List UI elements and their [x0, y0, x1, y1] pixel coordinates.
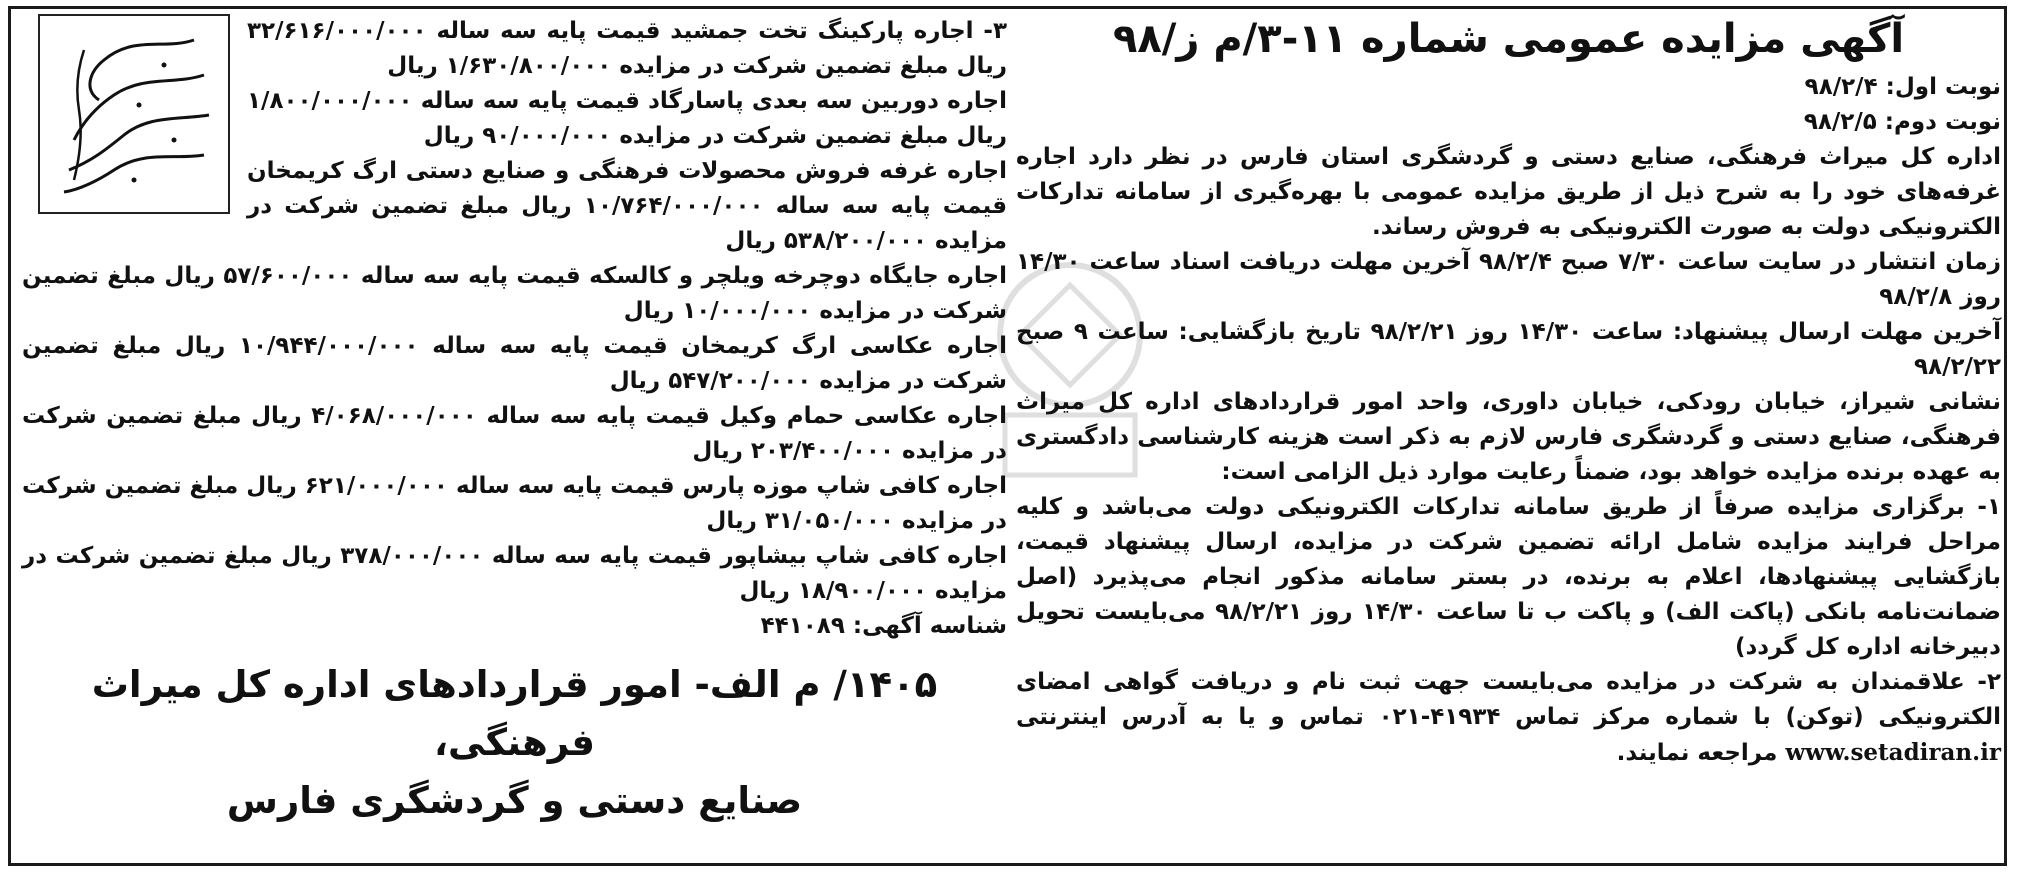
calligraphy-logo-icon — [44, 20, 224, 208]
rule-2-paragraph — [1016, 665, 2001, 771]
deadline-paragraph: آخرین مهلت ارسال پیشنهاد: ساعت ۱۴/۳۰ روز ۹۸/۲/۲۱ تاریخ بازگشایی: ساعت ۹ صبح ۹۸/۲/۲۲ — [1016, 319, 2001, 380]
first-round-date: نوبت اول: ۹۸/۲/۴ — [1804, 74, 2001, 100]
item-4: اجاره جایگاه دوچرخه ویلچر و کالسکه قیمت پایه سه ساله ۵۷/۶۰۰/۰۰۰ ریال مبلغ تضمین شرکت در مزایده ۱۰/۰۰۰/۰۰۰ ریال — [22, 263, 1007, 324]
publish-time-paragraph: زمان انتشار در سایت ساعت ۷/۳۰ صبح ۹۸/۲/۴ آخرین مهلت دریافت اسناد ساعت ۱۴/۳۰ روز ۹۸/۲/۸ — [1016, 249, 2001, 310]
footer-signature — [22, 656, 1007, 830]
item-6: اجاره عکاسی حمام وکیل قیمت پایه سه ساله ۴/۰۶۸/۰۰۰/۰۰۰ ریال مبلغ تضمین شرکت در مزایده ۲۰۳/۴۰۰/۰۰۰ ریال — [22, 403, 1008, 464]
rule-2-text: ۲- علاقمندان به شرکت در مزایده می‌بایست جهت ثبت نام و دریافت گواهی امضای الکترونیکی (توکن) با شماره مرکز تماس ۴۱۹۳۴-۰۲۱ تماس و یا به آدرس اینترنتی — [1016, 669, 2001, 730]
item-2: اجاره دوربین سه بعدی پاسارگاد قیمت پایه سه ساله ۱/۸۰۰/۰۰۰/۰۰۰ ریال مبلغ تضمین شرکت در مزایده ۹۰/۰۰۰/۰۰۰ ریال — [247, 88, 1007, 149]
footer-line-1: ۱۴۰۵/ م الف- امور قراردادهای اداره کل میراث فرهنگی، — [91, 663, 938, 764]
item-3: اجاره غرفه فروش محصولات فرهنگی و صنایع دستی ارگ کریمخان قیمت پایه سه ساله ۱۰/۷۶۴/۰۰۰/۰۰۰ ریال مبلغ تضمین شرکت در مزایده ۵۳۸/۲۰۰/۰۰۰ ریال — [247, 158, 1007, 254]
item-7: اجاره کافی شاپ موزه پارس قیمت پایه سه ساله ۶۲۱/۰۰۰/۰۰۰ ریال مبلغ تضمین شرکت در مزایده ۳۱/۰۵۰/۰۰۰ ریال — [22, 473, 1007, 534]
notice-title: آگهی مزایده عمومی شماره ۱۱-۳/م ز/۹۸ — [1112, 16, 1905, 62]
intro-paragraph: اداره کل میراث فرهنگی، صنایع دستی و گردشگری استان فارس در نظر دارد اجاره غرفه‌های خود را به شرح ذیل از طریق مزایده عمومی با بهره‌گیری از سامانه تدارکات الکترونیکی دولت به صورت الکترونیکی به فروش رساند. — [1016, 144, 2001, 240]
item-1: ۳- اجاره پارکینگ تخت جمشید قیمت پایه سه ساله ۳۲/۶۱۶/۰۰۰/۰۰۰ ریال مبلغ تضمین شرکت در مزایده ۱/۶۳۰/۸۰۰/۰۰۰ ریال — [247, 18, 1007, 79]
organization-logo — [38, 14, 230, 214]
second-round-date: نوبت دوم: ۹۸/۲/۵ — [1803, 109, 2001, 135]
items-column — [22, 14, 1007, 854]
rule-2-end: مراجعه نمایند. — [1616, 740, 1778, 766]
notice-main-column — [1016, 14, 2001, 854]
ad-id: شناسه آگهی: ۴۴۱۰۸۹ — [760, 613, 1007, 639]
item-5: اجاره عکاسی ارگ کریمخان قیمت پایه سه ساله ۱۰/۹۴۴/۰۰۰/۰۰۰ ریال مبلغ تضمین شرکت در مزایده ۵۴۷/۲۰۰/۰۰۰ ریال — [22, 333, 1007, 394]
website-link[interactable]: www.setadiran.ir — [1785, 739, 2001, 766]
rule-1-paragraph: ۱- برگزاری مزایده صرفاً از طریق سامانه تدارکات الکترونیکی دولت می‌باشد و کلیه مراحل فرایند مزایده شامل ارائه تضمین شرکت در مزایده، ارسال پیشنهاد قیمت، بازگشایی پیشنهادها، اعلام به برنده، در بستر سامانه مذکور انجام می‌پذیرد (اصل ضمانت‌نامه بانکی (پاکت الف) و پاکت ب تا ساعت ۱۴/۳۰ روز ۹۸/۲/۲۱ می‌بایست تحویل دبیرخانه اداره کل گردد) — [1016, 494, 2002, 660]
address-paragraph: نشانی شیراز، خیابان رودکی، خیابان داوری، واحد امور قراردادهای اداره کل میراث فرهنگی، صنایع دستی و گردشگری فارس لازم به ذکر است هزینه کارشناسی دادگستری به عهده برنده مزایده خواهد بود، ضمناً رعایت موارد ذیل الزامی است: — [1016, 389, 2001, 485]
item-8: اجاره کافی شاپ بیشاپور قیمت پایه سه ساله ۳۷۸/۰۰۰/۰۰۰ ریال مبلغ تضمین شرکت در مزایده ۱۸/۹۰۰/۰۰۰ ریال — [22, 543, 1007, 604]
footer-line-2: صنایع دستی و گردشگری فارس — [226, 779, 803, 822]
